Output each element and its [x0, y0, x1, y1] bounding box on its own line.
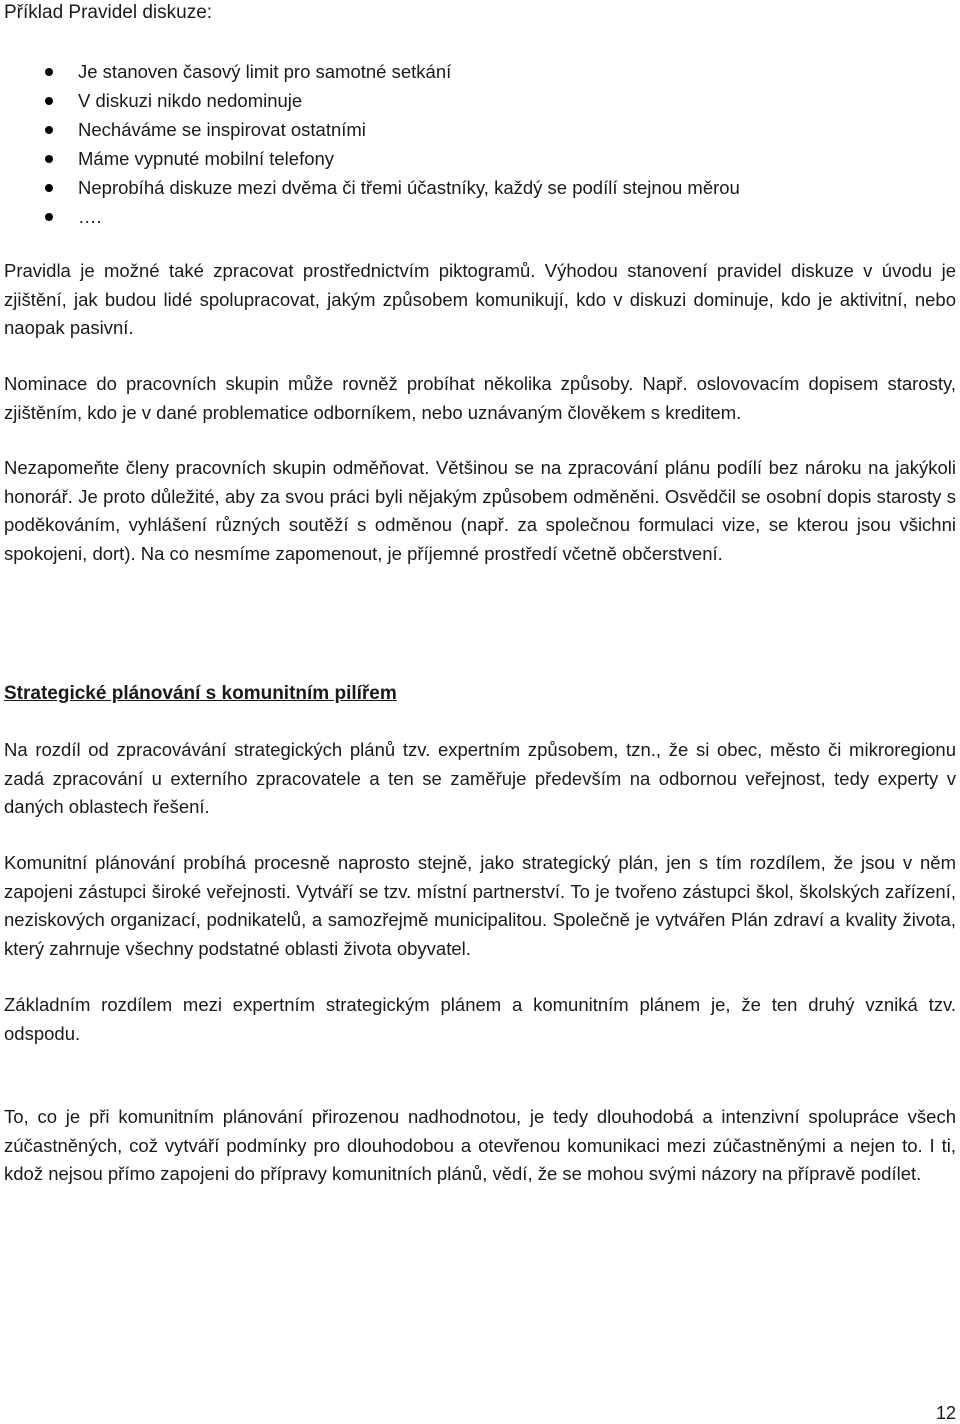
list-item-text: ….	[78, 206, 102, 227]
paragraph-expert-planning: Na rozdíl od zpracovávání strategických plánů tzv. expertním způsobem, tzn., že si obec, město či mikroregionu zadá zpracování u externího zpracovatele a ten se zaměřuje především na odbornou veřejnost, tedy experty v daných oblastech řešení.	[4, 739, 956, 818]
list-item-text: Neprobíhá diskuze mezi dvěma či třemi účastníky, každý se podílí stejnou měrou	[78, 177, 740, 198]
list-item	[4, 144, 740, 173]
page-number: 12	[935, 1403, 956, 1423]
paragraph-added-value: To, co je při komunitním plánování přirozenou nadhodnotou, je tedy dlouhodobá a intenzivní spolupráce všech zúčastněných, což vytváří podmínky pro dlouhodobou a otevřenou komunikaci mezi zúčastněnými a nejen to. I ti, kdož nejsou přímo zapojeni do přípravy komunitních plánů, vědí, že se mohou svými názory na přípravě podílet.	[4, 1106, 956, 1185]
list-item-text: V diskuzi nikdo nedominuje	[78, 90, 303, 111]
discussion-rules-list	[4, 57, 740, 231]
list-item	[4, 202, 740, 231]
bullet-icon	[45, 155, 53, 163]
bullet-icon	[45, 97, 53, 105]
paragraph-rewards: Nezapomeňte členy pracovních skupin odměňovat. Většinou se na zpracování plánu podílí bez nároku na jakýkoli honorář. Je proto důležité, aby za svou práci byli nějakým způsobem odměněni. Osvědčil se osobní dopis starosty s poděkováním, vyhlášení různých soutěží s odměnou (např. za společnou formulaci vize, se kterou jsou všichni spokojeni, dort). Na co nesmíme zapomenout, je příjemné prostředí včetně občerstvení.	[4, 457, 956, 564]
bullet-icon	[45, 184, 53, 192]
list-item	[4, 173, 740, 202]
paragraph-key-difference: Základním rozdílem mezi expertním strategickým plánem a komunitním plánem je, že ten druhý vzniká tzv. odspodu.	[4, 994, 956, 1044]
bullet-icon	[45, 68, 53, 76]
list-item-text: Necháváme se inspirovat ostatními	[78, 119, 366, 140]
bullet-icon	[45, 126, 53, 134]
list-item	[4, 115, 740, 144]
paragraph-pictograms: Pravidla je možné také zpracovat prostřednictvím piktogramů. Výhodou stanovení pravidel diskuze v úvodu je zjištění, jak budou lidé spolupracovat, jakým způsobem komunikují, kdo v diskuzi dominuje, kdo je aktivitní, nebo naopak pasivní.	[4, 260, 956, 339]
list-item-text: Je stanoven časový limit pro samotné setkání	[78, 61, 452, 82]
bullet-icon	[45, 213, 53, 221]
list-item-text: Máme vypnuté mobilní telefony	[78, 148, 335, 169]
list-item	[4, 57, 740, 86]
paragraph-nomination: Nominace do pracovních skupin může rovněž probíhat několika způsoby. Např. oslovovacím dopisem starosty, zjištěním, kdo je v dané problematice odborníkem, nebo uznávaným člověkem s kreditem.	[4, 373, 956, 423]
intro-heading: Příklad Pravidel diskuze:	[4, 2, 213, 23]
list-item	[4, 86, 740, 115]
section-title: Strategické plánování s komunitním pilířem	[4, 683, 397, 704]
paragraph-community-planning: Komunitní plánování probíhá procesně naprosto stejně, jako strategický plán, jen s tím rozdílem, že jsou v něm zapojeni zástupci široké veřejnosti. Vytváří se tzv. místní partnerství. To je tvořeno zástupci škol, školských zařízení, neziskových organizací, podnikatelů, a samozřejmě municipalitou. Společně je vytvářen Plán zdraví a kvality života, který zahrnuje všechny podstatné oblasti života obyvatel.	[4, 852, 956, 959]
